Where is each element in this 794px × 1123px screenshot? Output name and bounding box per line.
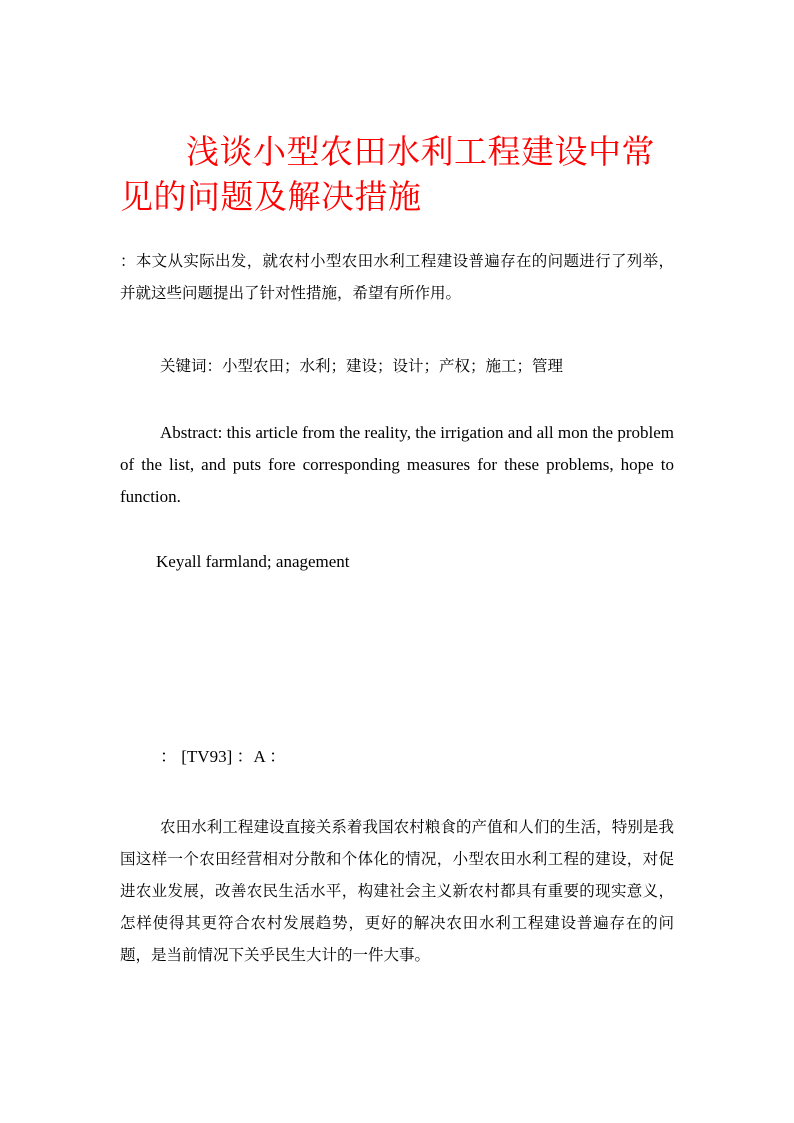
- summary-paragraph: ：本文从实际出发，就农村小型农田水利工程建设普遍存在的问题进行了列举，并就这些问题提出了针对性措施，希望有所作用。: [120, 252, 674, 302]
- keywords-english: Keyall farmland; anagement: [156, 552, 350, 571]
- body-paragraph: 农田水利工程建设直接关系着我国农村粮食的产值和人们的生活，特别是我国这样一个农田经营相对分散和个体化的情况，小型农田水利工程的建设，对促进农业发展，改善农民生活水平，构建社会主义新农村都具有重要的现实意义，怎样使得其更符合农村发展趋势，更好的解决农田水利工程建设普遍存在的问题，是当前情况下关乎民生大计的一件大事。: [120, 818, 674, 964]
- abstract-english: Abstract: this article from the reality, the irrigation and all mon the problem of the list, and puts fore corresponding measures for these problems, hope to function.: [120, 423, 674, 506]
- keywords-chinese: 关键词：小型农田；水利；建设；设计；产权；施工；管理: [160, 357, 564, 375]
- document-title: 浅谈小型农田水利工程建设中常见的问题及解决措施: [120, 132, 655, 216]
- classification-line: ： [TV93] ：A ：: [160, 747, 287, 766]
